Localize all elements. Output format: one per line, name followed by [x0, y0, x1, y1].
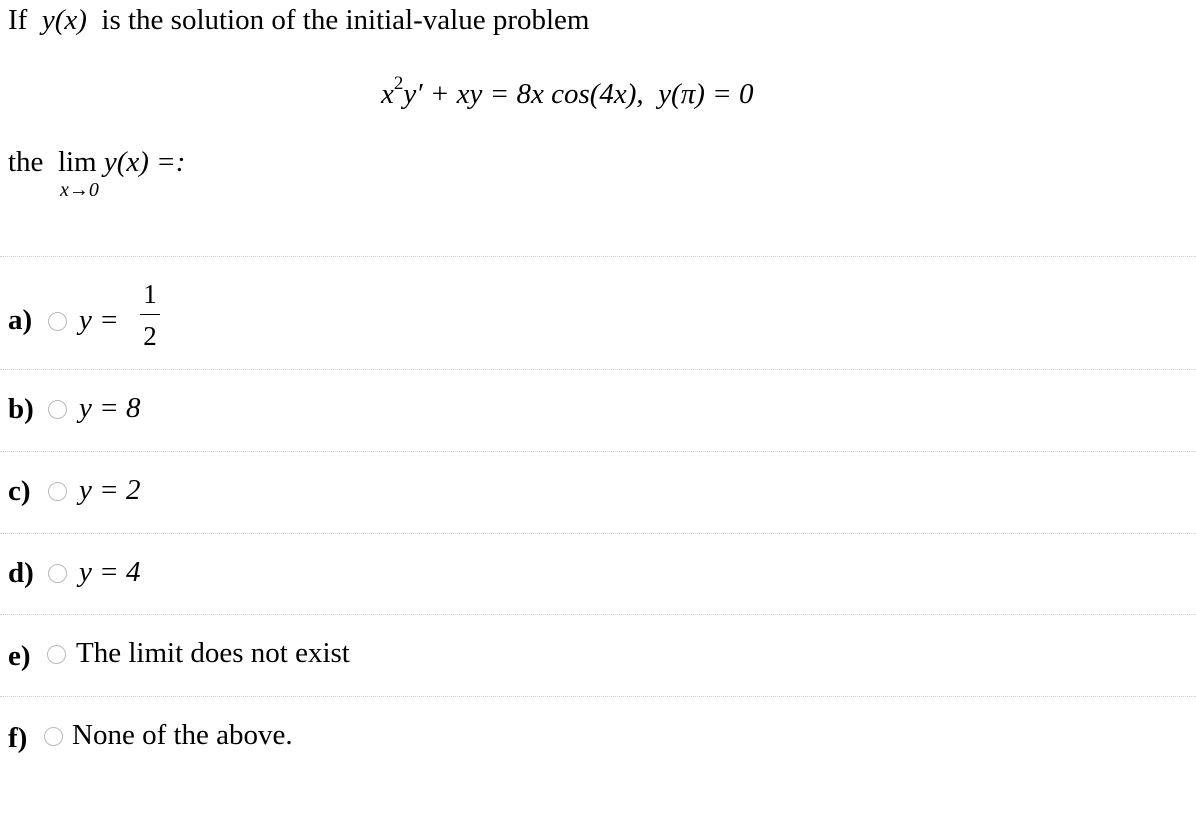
limit-prefix: the [8, 146, 44, 178]
option-letter: e) [8, 640, 31, 672]
radio-button[interactable] [48, 400, 67, 419]
equation-superscript: 2 [393, 73, 404, 94]
option-letter: a) [8, 304, 33, 336]
option-letter: c) [8, 475, 31, 507]
option-letter: f) [8, 722, 28, 754]
divider [0, 256, 1196, 257]
radio-button[interactable] [44, 727, 63, 746]
equation-initial-condition: y(π) = 0 [658, 78, 754, 110]
radio-button[interactable] [48, 482, 67, 501]
option-lhs: y = [79, 304, 119, 336]
fraction-bar [140, 314, 160, 315]
equation-x: x [381, 78, 394, 110]
limit-expression [8, 146, 185, 179]
option-letter: d) [8, 557, 34, 589]
radio-button[interactable] [47, 645, 66, 664]
fraction-denominator: 2 [143, 321, 157, 351]
question-intro-rest: is the solution of the initial-value problem [101, 4, 590, 36]
divider [0, 696, 1196, 697]
fraction-numerator: 1 [143, 279, 157, 309]
option-text: The limit does not exist [76, 637, 350, 669]
divider [0, 533, 1196, 534]
option-text: y = 8 [79, 392, 141, 424]
radio-button[interactable] [48, 564, 67, 583]
radio-button[interactable] [48, 312, 67, 331]
option-text: None of the above. [72, 719, 293, 751]
limit-function: y(x) =: [103, 146, 186, 178]
limit-subscript: x→0 [60, 179, 99, 201]
question-y-of-x: y(x) [41, 4, 87, 36]
option-text: y = 2 [79, 474, 141, 506]
equation [381, 73, 754, 111]
divider [0, 614, 1196, 615]
option-letter: b) [8, 393, 34, 425]
equation-rest: y′ + xy = 8x cos(4x), [403, 78, 644, 110]
limit-word: lim [57, 146, 97, 178]
divider [0, 369, 1196, 370]
question-intro-word: If [8, 4, 28, 36]
divider [0, 451, 1196, 452]
question-intro [8, 4, 589, 37]
option-text: y = 4 [79, 556, 141, 588]
